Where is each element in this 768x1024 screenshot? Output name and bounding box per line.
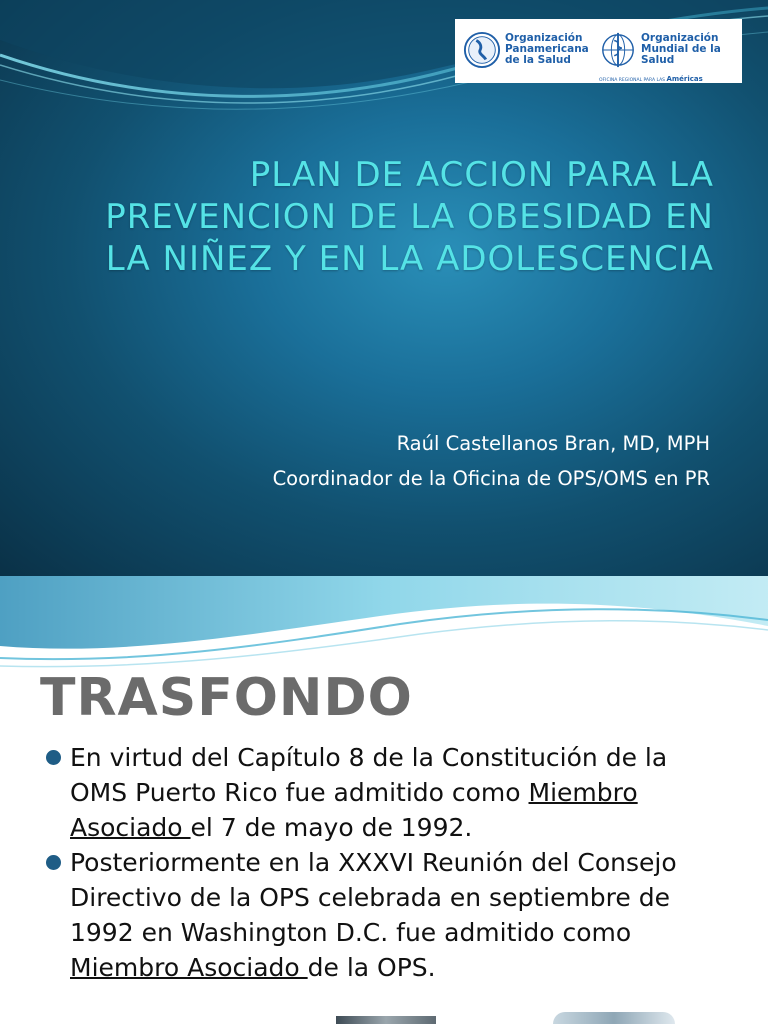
ops-globe-icon — [463, 31, 501, 69]
bullet-underlined-text: Miembro Asociado — [70, 778, 638, 842]
oms-globe-icon — [599, 31, 637, 69]
bullet-text: En virtud del Capítulo 8 de la Constitución de la OMS Puerto Rico fue admitido como — [70, 743, 668, 807]
content-slide — [0, 576, 768, 1024]
bullet-icon — [46, 750, 61, 765]
oms-name-line1: Organización — [641, 32, 719, 44]
bullet-text-end: el 7 de mayo de 1992. — [190, 813, 473, 842]
slide-title: PLAN DE ACCION PARA LA PREVENCION DE LA OBESIDAD EN LA NIÑEZ Y EN LA ADOLESCENCIA — [105, 155, 714, 279]
building-image — [553, 1012, 675, 1024]
oms-name-line2: Mundial de la Salud — [641, 43, 721, 66]
author-role: Coordinador de la Oficina de OPS/OMS en PR — [272, 467, 710, 490]
building-image — [336, 1016, 436, 1024]
slide-heading: TRASFONDO — [40, 668, 413, 728]
bullet-underlined-text: Miembro Asociado — [70, 953, 308, 982]
list-item — [46, 845, 726, 985]
logo-box — [455, 19, 742, 83]
ops-logo — [463, 29, 593, 73]
bullet-text: Posteriormente en la XXXVI Reunión del Consejo Directivo de la OPS celebrada en septiembre de 1992 en Washington D.C. fue admitido como — [70, 848, 677, 947]
oms-region: Américas — [666, 75, 703, 83]
list-item — [46, 740, 726, 845]
ops-name-line1: Organización — [505, 32, 583, 44]
oms-logo — [599, 29, 739, 83]
author-name: Raúl Castellanos Bran, MD, MPH — [396, 432, 710, 455]
wave-decoration — [0, 576, 768, 672]
ops-name-line2: Panamericana — [505, 43, 589, 55]
bullet-text-end: de la OPS. — [307, 953, 436, 982]
oms-small-text: OFICINA REGIONAL PARA LAS — [599, 78, 666, 83]
bullet-icon — [46, 855, 61, 870]
bullet-list — [46, 740, 726, 985]
ops-name-line3: de la Salud — [505, 54, 571, 66]
